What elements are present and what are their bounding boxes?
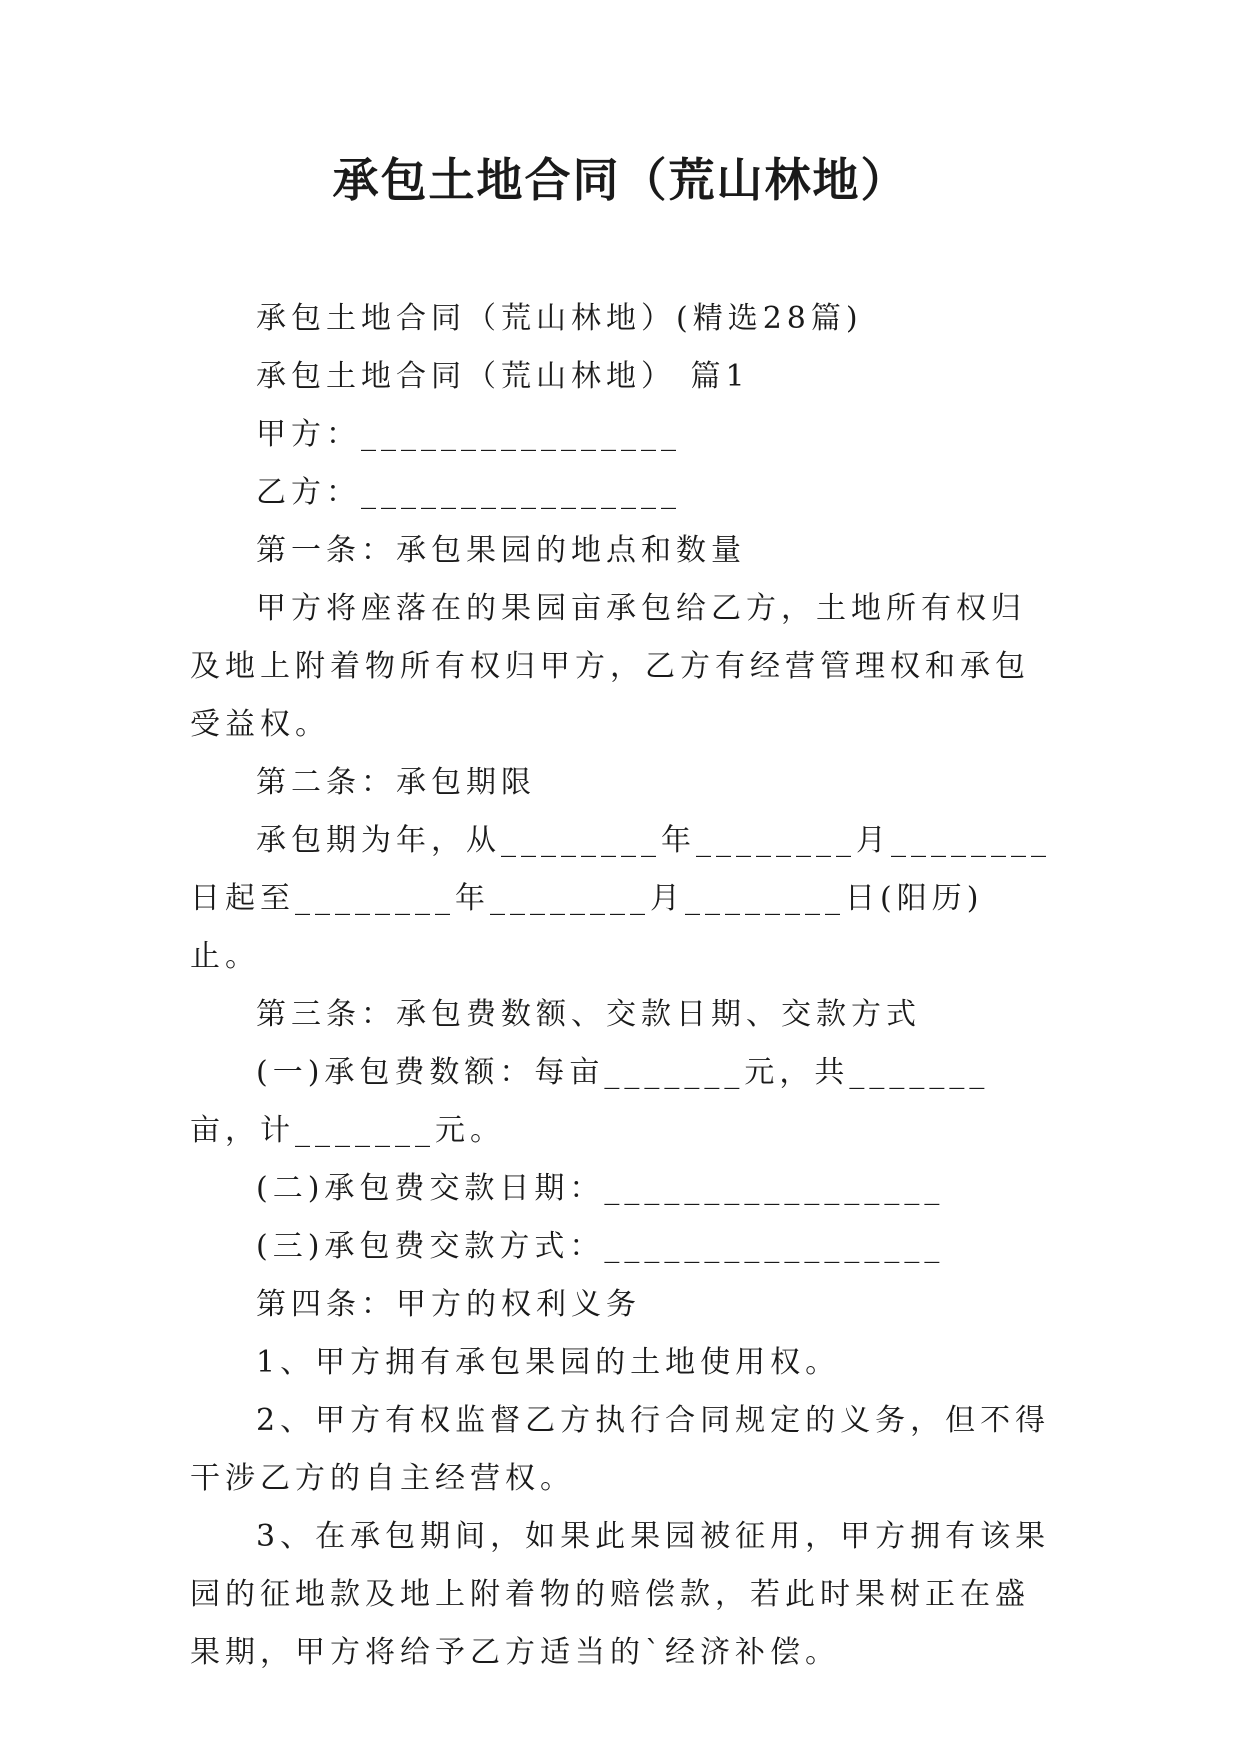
paragraph-clause-4-item-2: 2、甲方有权监督乙方执行合同规定的义务，但不得干涉乙方的自主经营权。 — [190, 1403, 1051, 1496]
paragraph-clause-4-item-1: 1、甲方拥有承包果园的土地使用权。 — [256, 1345, 841, 1380]
paragraph-fee-date: (二)承包费交款日期：_________________ — [256, 1171, 945, 1206]
paragraph-collection-title: 承包土地合同（荒山林地）(精选28篇) — [256, 301, 863, 336]
paragraph-clause-4-heading: 第四条：甲方的权利义务 — [256, 1287, 641, 1322]
document-body — [190, 290, 1052, 1682]
paragraph-party-a: 甲方：________________ — [256, 417, 681, 452]
paragraph-clause-4-item-3: 3、在承包期间，如果此果园被征用，甲方拥有该果园的征地款及地上附着物的赔偿款，若此时果树正在盛果期，甲方将给予乙方适当的`经济补偿。 — [190, 1519, 1051, 1670]
paragraph-clause-2-body: 承包期为年，从________年________月________日起至________年________月________日(阳历)止。 — [190, 823, 1051, 974]
paragraph-clause-1-heading: 第一条：承包果园的地点和数量 — [256, 533, 746, 568]
document-title: 承包土地合同（荒山林地） — [332, 153, 909, 207]
paragraph-party-b: 乙方：________________ — [256, 475, 681, 510]
paragraph-article-heading: 承包土地合同（荒山林地） 篇1 — [256, 359, 750, 394]
paragraph-clause-3-heading: 第三条：承包费数额、交款日期、交款方式 — [256, 997, 921, 1032]
paragraph-clause-2-heading: 第二条：承包期限 — [256, 765, 536, 800]
paragraph-clause-1-body: 甲方将座落在的果园亩承包给乙方，土地所有权归及地上附着物所有权归甲方，乙方有经营管理权和承包受益权。 — [190, 591, 1030, 742]
paragraph-fee-method: (三)承包费交款方式：_________________ — [256, 1229, 945, 1264]
paragraph-fee-amount: (一)承包费数额：每亩_______元，共_______亩，计_______元。 — [190, 1055, 990, 1148]
